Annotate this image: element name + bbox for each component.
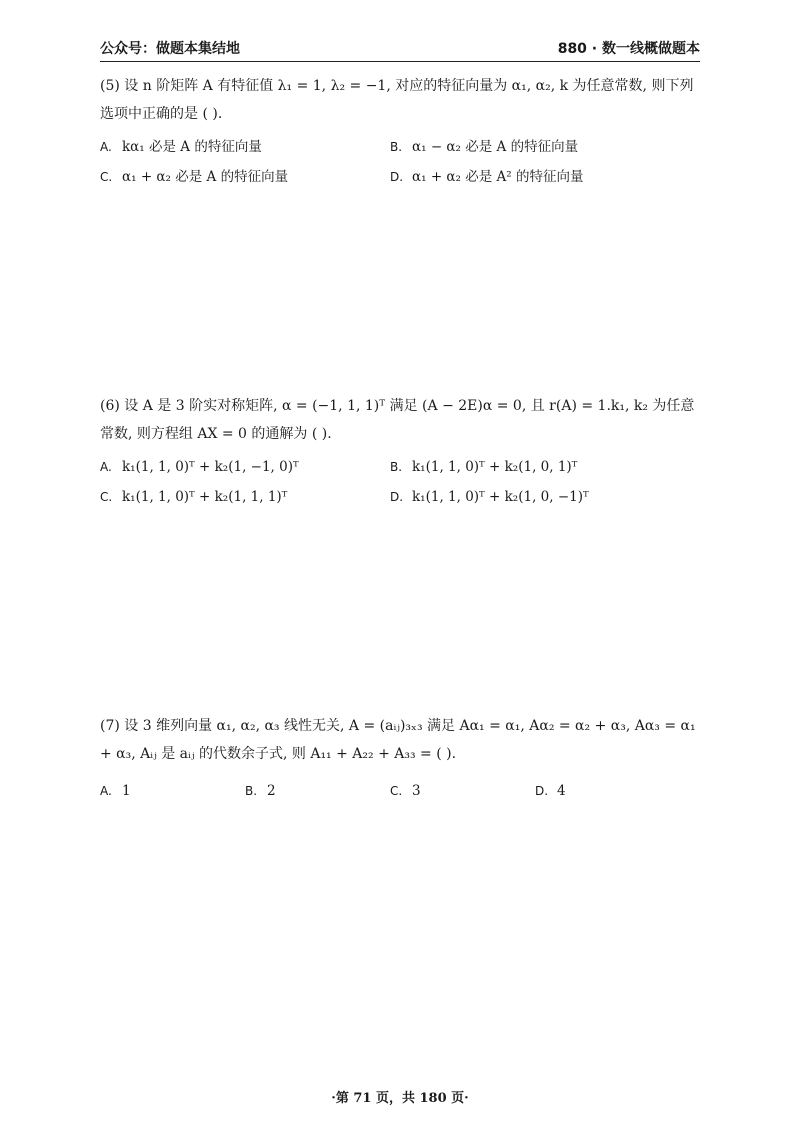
- question-5: [100, 72, 700, 192]
- option-a: A. k₁(1, 1, 0)ᵀ + k₂(1, −1, 0)ᵀ: [100, 459, 299, 475]
- options: [100, 452, 700, 512]
- option-b: B. k₁(1, 1, 0)ᵀ + k₂(1, 0, 1)ᵀ: [390, 459, 578, 475]
- option-c: C. 3: [390, 783, 421, 799]
- option-a: A. kα₁ 必是 A 的特征向量: [100, 139, 262, 155]
- option-c: C. k₁(1, 1, 0)ᵀ + k₂(1, 1, 1)ᵀ: [100, 489, 288, 505]
- header-left: 公众号：做题本集结地: [100, 41, 240, 57]
- question-6: [100, 392, 700, 512]
- option-c: C. α₁ + α₂ 必是 A 的特征向量: [100, 169, 289, 185]
- header-right: 880 · 数一线概做题本: [557, 41, 700, 57]
- option-d: D. k₁(1, 1, 0)ᵀ + k₂(1, 0, −1)ᵀ: [390, 489, 589, 505]
- option-d: D. α₁ + α₂ 必是 A² 的特征向量: [390, 169, 584, 185]
- options: [100, 776, 700, 806]
- question-stem: (5) 设 n 阶矩阵 A 有特征值 λ₁ = 1, λ₂ = −1, 对应的特征向量为 α₁, α₂, k 为任意常数, 则下列选项中正确的是 ( ).: [100, 78, 694, 122]
- option-a: A. 1: [100, 783, 131, 799]
- option-b: B. α₁ − α₂ 必是 A 的特征向量: [390, 139, 579, 155]
- page-header: [100, 36, 700, 62]
- question-7: [100, 712, 700, 806]
- question-stem: (7) 设 3 维列向量 α₁, α₂, α₃ 线性无关, A = (aᵢⱼ)₃ₓ₃ 满足 Aα₁ = α₁, Aα₂ = α₂ + α₃, Aα₃ = α₁ + α₃, Aᵢⱼ 是 aᵢⱼ 的代数余子式, 则 A₁₁ + A₂₂ + A₃₃ = ( ).: [100, 718, 696, 762]
- options: [100, 132, 700, 192]
- question-stem: (6) 设 A 是 3 阶实对称矩阵, α = (−1, 1, 1)ᵀ 满足 (A − 2E)α = 0, 且 r(A) = 1.k₁, k₂ 为任意常数, 则方程组 AX = 0 的通解为 ( ).: [100, 398, 695, 442]
- option-d: D. 4: [535, 783, 566, 799]
- option-b: B. 2: [245, 783, 276, 799]
- page-footer: ·第 71 页，共 180 页·: [331, 1091, 469, 1106]
